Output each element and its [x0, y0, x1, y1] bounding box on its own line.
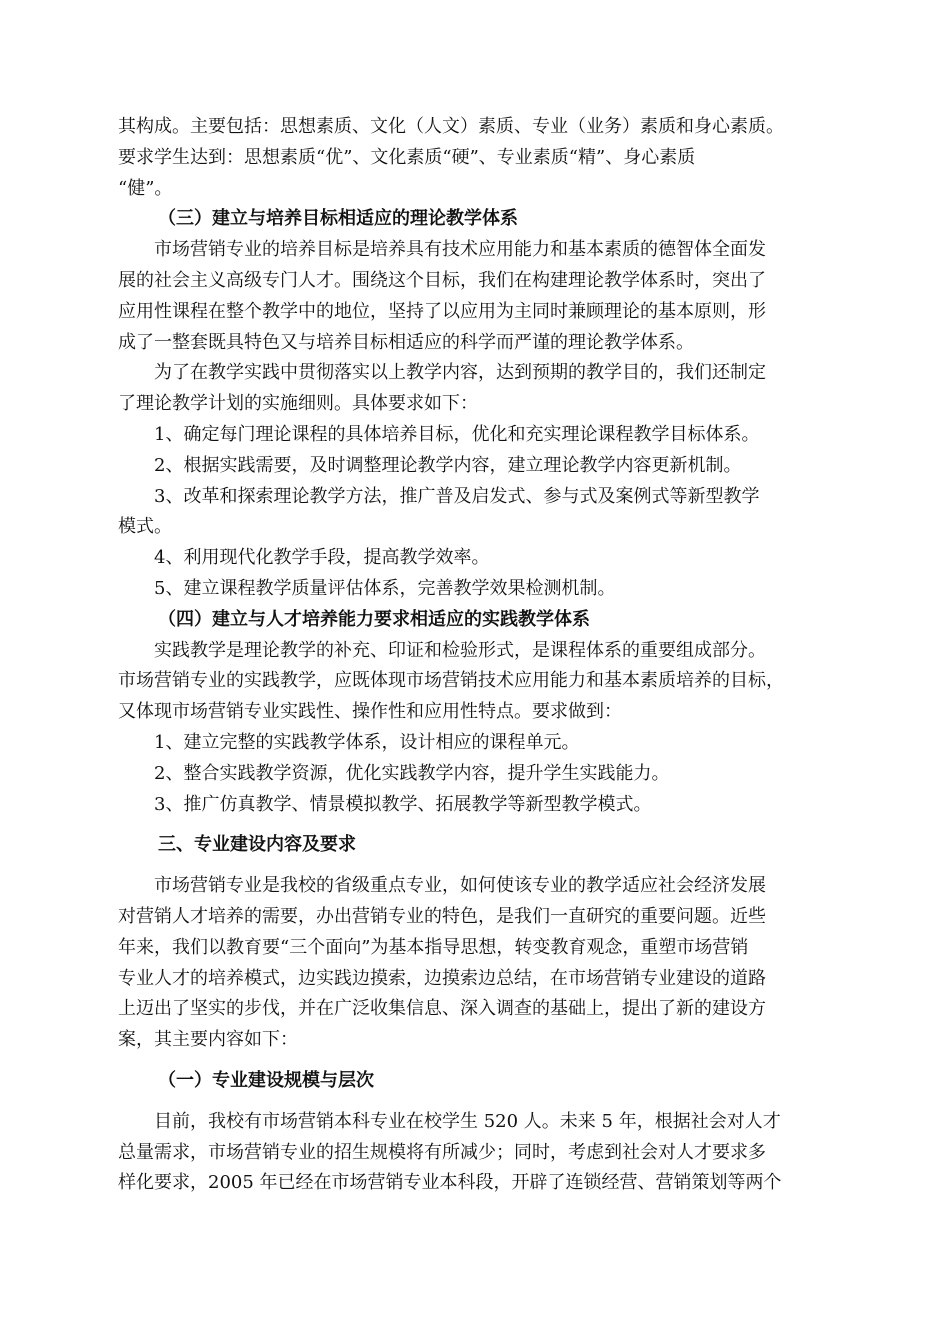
- text-line: “健”。: [118, 177, 173, 199]
- list-item: 1、建立完整的实践教学体系，设计相应的课程单元。: [154, 731, 580, 753]
- text-line: 总量需求，市场营销专业的招生规模将有所减少；同时，考虑到社会对人才要求多: [118, 1141, 766, 1163]
- text-line: 展的社会主义高级专门人才。围绕这个目标，我们在构建理论教学体系时，突出了: [118, 269, 766, 291]
- text-line: 市场营销专业的培养目标是培养具有技术应用能力和基本素质的德智体全面发: [154, 239, 766, 261]
- heading-practice-system: （四）建立与人才培养能力要求相适应的实践教学体系: [158, 608, 590, 630]
- list-item: 2、根据实践需要，及时调整理论教学内容，建立理论教学内容更新机制。: [154, 454, 742, 476]
- paragraph-quality: [118, 112, 832, 204]
- text-line: 应用性课程在整个教学中的地位，坚持了以应用为主同时兼顾理论的基本原则，形: [118, 300, 766, 322]
- text-line: 市场营销专业是我校的省级重点专业，如何使该专业的教学适应社会经济发展: [154, 875, 766, 897]
- list-item: 2、整合实践教学资源，优化实践教学内容，提升学生实践能力。: [154, 762, 670, 784]
- text-line: 样化要求，2005 年已经在市场营销专业本科段，开辟了连锁经营、营销策划等两个: [118, 1172, 782, 1194]
- heading-theory-system: （三）建立与培养目标相适应的理论教学体系: [158, 208, 518, 230]
- text-line: 专业人才的培养模式，边实践边摸索，边摸索边总结，在市场营销专业建设的道路: [118, 967, 766, 989]
- text-line: 案，其主要内容如下：: [118, 1029, 298, 1051]
- text-line: 市场营销专业的实践教学，应既体现市场营销技术应用能力和基本素质培养的目标，: [118, 670, 784, 692]
- text-line: 年来，我们以教育要“三个面向”为基本指导思想，转变教育观念，重塑市场营销: [118, 936, 749, 958]
- text-line: 了理论教学计划的实施细则。具体要求如下：: [118, 393, 478, 415]
- text-line: 上迈出了坚实的步伐，并在广泛收集信息、深入调查的基础上，提出了新的建设方: [118, 998, 766, 1020]
- text-line: 为了在教学实践中贯彻落实以上教学内容，达到预期的教学目的，我们还制定: [154, 362, 766, 384]
- paragraph-theory-plan: [118, 358, 832, 420]
- list-item: 4、利用现代化教学手段，提高教学效率。: [154, 547, 490, 569]
- list-item: 5、建立课程教学质量评估体系，完善教学效果检测机制。: [154, 577, 616, 599]
- heading-section-3: 三、专业建设内容及要求: [158, 834, 356, 856]
- heading-scale-level: （一）专业建设规模与层次: [158, 1069, 374, 1091]
- list-item: 1、确定每门理论课程的具体培养目标，优化和充实理论课程教学目标体系。: [154, 423, 760, 445]
- text-line: 实践教学是理论教学的补充、印证和检验形式，是课程体系的重要组成部分。: [154, 639, 766, 661]
- practice-requirements-list: [118, 728, 832, 820]
- text-line: 目前，我校有市场营销本科专业在校学生 520 人。未来 5 年，根据社会对人才: [154, 1110, 781, 1132]
- paragraph-practice: [118, 636, 832, 728]
- paragraph-scale: [118, 1107, 832, 1199]
- list-item-continuation: 模式。: [118, 516, 172, 538]
- paragraph-section-3: [118, 871, 832, 1056]
- text-line: 对营销人才培养的需要，办出营销专业的特色，是我们一直研究的重要问题。近些: [118, 905, 766, 927]
- paragraph-theory-goal: [118, 235, 832, 358]
- text-line: 又体现市场营销专业实践性、操作性和应用性特点。要求做到：: [118, 701, 622, 723]
- text-line: 其构成。主要包括：思想素质、文化（人文）素质、专业（业务）素质和身心素质。: [118, 116, 784, 137]
- text-line: 要求学生达到：思想素质“优”、文化素质“硬”、专业素质“精”、身心素质: [118, 146, 696, 168]
- theory-requirements-list: [118, 420, 832, 605]
- text-line: 成了一整套既具特色又与培养目标相适应的科学而严谨的理论教学体系。: [118, 331, 694, 353]
- list-item: 3、推广仿真教学、情景模拟教学、拓展教学等新型教学模式。: [154, 793, 652, 815]
- list-item: 3、改革和探索理论教学方法，推广普及启发式、参与式及案例式等新型教学: [154, 485, 760, 507]
